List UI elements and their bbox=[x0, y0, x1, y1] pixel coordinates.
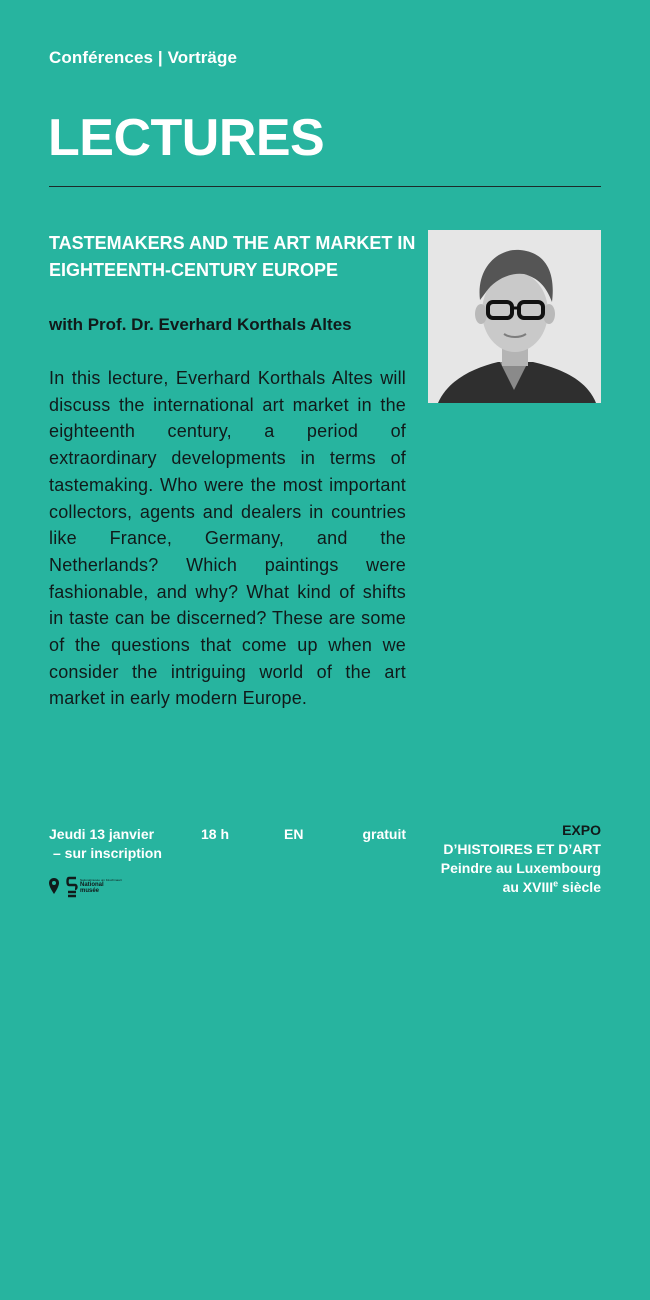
expo-century-prefix: au XVIII bbox=[502, 879, 554, 895]
museum-name-line2: musée bbox=[80, 888, 100, 894]
section-kicker: Conférences | Vorträge bbox=[49, 48, 238, 67]
event-time: 18 h bbox=[201, 826, 230, 842]
museum-tagline: Nationalmusée um Fëschmaart bbox=[80, 878, 122, 882]
event-date: Jeudi 13 janvier bbox=[49, 826, 155, 842]
lecture-title: TASTEMAKERS AND THE ART MARKET IN EIGHTEENTH-CENTURY EUROPE bbox=[49, 233, 416, 280]
location-pin-icon bbox=[49, 878, 59, 896]
expo-label: EXPO bbox=[562, 822, 601, 838]
page-title: LECTURES bbox=[48, 109, 325, 167]
expo-century-sup: e bbox=[553, 878, 559, 889]
expo-name: D’HISTOIRES ET D’ART bbox=[443, 841, 601, 857]
speaker-portrait-image bbox=[428, 230, 601, 403]
event-registration: – sur inscription bbox=[53, 845, 162, 861]
exhibition-block bbox=[401, 821, 601, 897]
divider-rule bbox=[49, 186, 601, 187]
lecture-description: In this lecture, Everhard Korthals Altes will discuss the international art market in the eighteenth century, a period of extraordinary developments in terms of tastemaking. Who were the most important collectors, agents and dealers in countries like France, Germany, and the Netherlands? Which paintings were fashionable, and why? What kind of shifts in taste can be discerned? These are some of the questions that come up when we consider the intriguing world of the art market in early modern Europe. bbox=[49, 368, 406, 709]
expo-century-suffix: siècle bbox=[558, 879, 601, 895]
event-info-row bbox=[49, 826, 406, 846]
speaker-portrait bbox=[428, 230, 601, 403]
museum-logo bbox=[49, 876, 129, 900]
event-price: gratuit bbox=[362, 826, 406, 842]
museum-logo-text bbox=[80, 879, 130, 894]
museum-mark-icon bbox=[66, 876, 78, 898]
museum-name-line1: National bbox=[80, 882, 104, 888]
expo-subtitle-line2 bbox=[401, 878, 601, 897]
event-language: EN bbox=[284, 826, 304, 842]
expo-subtitle-line1: Peindre au Luxembourg bbox=[440, 860, 601, 876]
speaker-name: with Prof. Dr. Everhard Korthals Altes bbox=[49, 315, 352, 334]
